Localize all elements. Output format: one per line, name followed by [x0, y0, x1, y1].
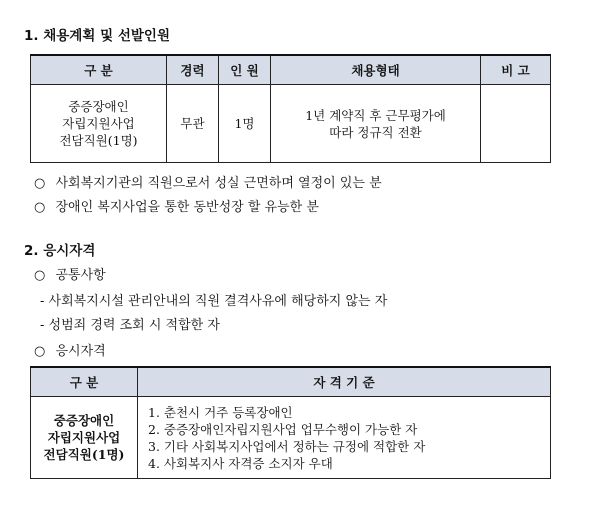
criteria-item: 3. 기타 사회복지사업에서 정하는 규정에 적합한 자 — [148, 438, 426, 454]
header-note: 비 고 — [481, 55, 551, 85]
qualification-label-text: 응시자격 — [55, 344, 106, 359]
category-line: 중증장애인 — [53, 413, 115, 428]
cell-category — [31, 397, 138, 479]
circle-bullet-icon: ○ — [34, 268, 46, 283]
cell-count: 1명 — [219, 85, 271, 163]
circle-bullet-icon: ○ — [34, 200, 46, 215]
header-criteria: 자 격 기 준 — [138, 367, 551, 397]
section2-title: 2. 응시자격 — [24, 243, 96, 259]
common-item: - 성범죄 경력 조회 시 적합한 자 — [40, 318, 220, 333]
category-line: 전담직원(1명) — [59, 133, 138, 148]
header-type: 채용형태 — [271, 55, 481, 85]
common-label-text: 공통사항 — [55, 268, 106, 283]
qualification-label — [34, 340, 106, 359]
criteria-item: 4. 사회복지사 자격증 소지자 우대 — [148, 455, 333, 471]
criteria-item: 1. 춘천시 거주 등록장애인 — [148, 404, 293, 420]
header-count: 인 원 — [219, 55, 271, 85]
cell-criteria — [138, 397, 551, 479]
circle-bullet-icon: ○ — [34, 344, 46, 359]
type-line: 따라 정규직 전환 — [329, 124, 422, 140]
cell-career: 무관 — [167, 85, 219, 163]
cell-type — [271, 85, 481, 163]
recruitment-table — [30, 54, 551, 163]
bullet-text: 장애인 복지사업을 통한 동반성장 할 유능한 분 — [55, 200, 319, 215]
category-line: 중증장애인 — [68, 99, 129, 114]
bullet-item — [34, 172, 382, 191]
cell-note — [481, 85, 551, 163]
qualification-table — [30, 366, 551, 479]
header-category: 구 분 — [31, 367, 138, 397]
cell-category — [31, 85, 167, 163]
bullet-item — [34, 196, 319, 215]
category-line: 자립지원사업 — [62, 116, 135, 131]
type-line: 1년 계약직 후 근무평가에 — [305, 107, 446, 123]
category-line: 전담직원(1명) — [43, 447, 125, 462]
category-line: 자립지원사업 — [47, 430, 121, 445]
bullet-text: 사회복지기관의 직원으로서 성실 근면하며 열정이 있는 분 — [55, 176, 382, 191]
section1-title: 1. 채용계획 및 선발인원 — [24, 28, 170, 44]
criteria-item: 2. 중증장애인자립지원사업 업무수행이 가능한 자 — [148, 421, 418, 437]
common-item: - 사회복지시설 관리안내의 직원 결격사유에 해당하지 않는 자 — [40, 294, 388, 309]
header-career: 경력 — [167, 55, 219, 85]
header-category: 구 분 — [31, 55, 167, 85]
circle-bullet-icon: ○ — [34, 176, 46, 191]
common-label — [34, 264, 106, 283]
